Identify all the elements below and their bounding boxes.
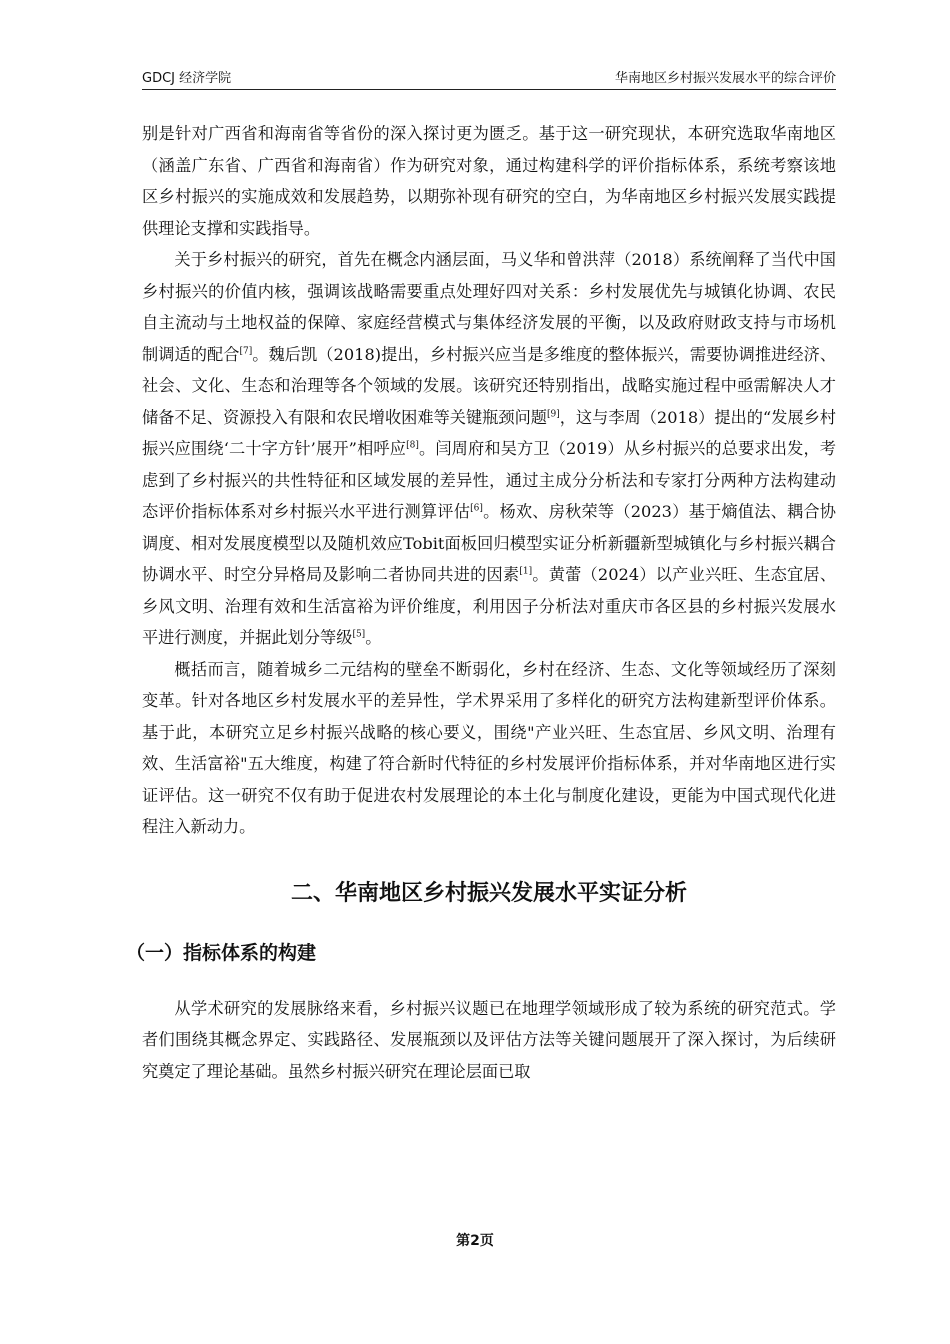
para-text: 。魏后凯（2018)提出，乡村振兴应当是多维度的整体振兴，需要协调推进经济、社会、文化、生态和治理等各个领域的发展。该研究还特别指出，战略实施过程中亟需解决人才储备不足、资源投入有限和农民增收困难等关键瓶颈问题	[142, 344, 837, 427]
para-text: 关于乡村振兴的研究，首先在概念内涵层面，马义华和曾洪萍（2018）系统阐释了当代中国乡村振兴的价值内核，强调该战略需要重点处理好四对关系：乡村发展优先与城镇化协调、农民自主流动与土地权益的保障、家庭经营模式与集体经济发展的平衡，以及政府财政支持与市场机制调适的配合	[142, 250, 836, 364]
header-institution: GDCJ 经济学院	[142, 71, 232, 86]
citation-ref: [5]	[352, 629, 366, 640]
citation-ref: [8]	[406, 440, 419, 451]
section-heading: 二、华南地区乡村振兴发展水平实证分析	[290, 880, 687, 906]
citation-ref: [7]	[239, 346, 253, 357]
para-text: 。闫周府和吴方卫（2019）从乡村振兴的总要求出发，考虑到了乡村振兴的共性特征和区域发展的差异性，通过主成分分析法和专家打分两种方法构建动态评价指标体系对乡村振兴水平进行测算评估	[142, 439, 836, 521]
citation-ref: [1]	[519, 566, 533, 577]
header-document-title: 华南地区乡村振兴发展水平的综合评价	[614, 71, 836, 86]
subsection-heading: （一）指标体系的构建	[126, 941, 317, 964]
para-text: ，这与李周（2018）提出的“发展乡村振兴应围绕‘二十字方针’展开”相呼应	[142, 407, 836, 458]
para-text: 。	[365, 628, 382, 647]
para-text: 。杨欢、房秋荣等（2023）基于熵值法、耦合协调度、相对发展度模型以及随机效应Tobit面板回归模型实证分析新疆新型城镇化与乡村振兴耦合协调水平、时空分异格局及影响二者协同共进的因素	[142, 502, 836, 584]
paragraph-indicator-intro: 从学术研究的发展脉络来看，乡村振兴议题已在地理学领域形成了较为系统的研究范式。学者们围绕其概念界定、实践路径、发展瓶颈以及评估方法等关键问题展开了深入探讨，为后续研究奠定了理论基础。虽然乡村振兴研究在理论层面已取	[142, 998, 836, 1081]
page-number: 第2页	[456, 1233, 494, 1249]
spacer	[142, 967, 836, 993]
paragraph-continuation: 别是针对广西省和海南省等省份的深入探讨更为匮乏。基于这一研究现状，本研究选取华南地区（涵盖广东省、广西省和海南省）作为研究对象，通过构建科学的评价指标体系，系统考察该地区乡村振兴的实施成效和发展趋势，以期弥补现有研究的空白，为华南地区乡村振兴发展实践提供理论支撑和实践指导。	[142, 124, 836, 238]
para-text: 。黄蕾（2024）以产业兴旺、生态宜居、乡风文明、治理有效和生活富裕为评价维度，利用因子分析法对重庆市各区县的乡村振兴发展水平进行测度，并据此划分等级	[142, 565, 837, 647]
page-body	[126, 118, 837, 1087]
paragraph-summary: 概括而言，随着城乡二元结构的壁垒不断弱化，乡村在经济、生态、文化等领域经历了深刻变革。针对各地区乡村发展水平的差异性，学术界采用了多样化的研究方法构建新型评价体系。基于此，本研究立足乡村振兴战略的核心要义，围绕"产业兴旺、生态宜居、乡风文明、治理有效、生活富裕"五大维度，构建了符合新时代特征的乡村发展评价指标体系，并对华南地区进行实证评估。这一研究不仅有助于促进农村发展理论的本土化与制度化建设，更能为中国式现代化进程注入新动力。	[142, 659, 836, 836]
citation-ref: [6]	[470, 503, 483, 514]
page-header	[142, 66, 836, 90]
paragraph-literature-review	[142, 244, 836, 654]
citation-ref: [9]	[546, 409, 560, 420]
